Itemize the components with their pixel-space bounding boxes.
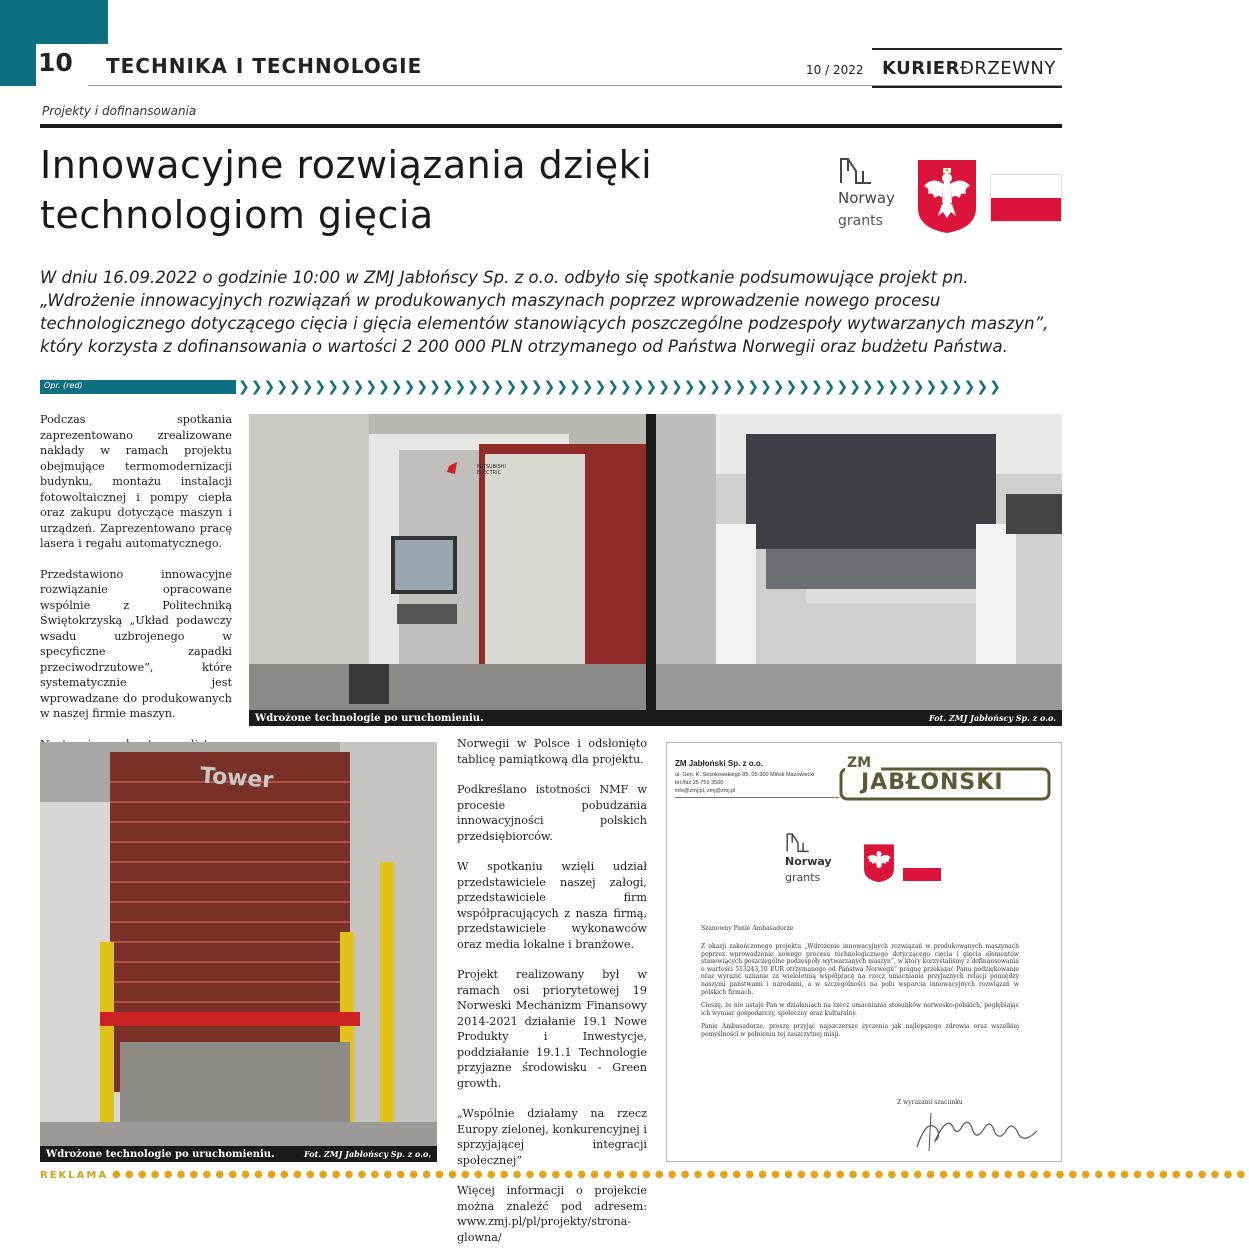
photo-caption: Wdrożone technologie po uruchomieniu. — [255, 713, 484, 724]
letter-flag — [903, 855, 941, 881]
masthead-rest: RZEWNY — [974, 58, 1056, 79]
issue-number: 10 / 2022 — [806, 63, 864, 77]
letter-paragraph: Panie Ambasadorze, proszę przyjąć najszczersze życzenia jak najlepszego zdrowia oraz wszelkiej pomyślności w pełnieniu tej zaszczytnej misji. — [701, 1023, 1019, 1038]
paragraph: Podkreślano istotności NMF w procesie pobudzania innowacyjności polskich przedsiębiorców. — [457, 783, 647, 843]
address-line: ul. Gen. K. Sosnkowskiego 85, 05-300 Mińsk Mazowiecki — [675, 772, 815, 778]
letter-paragraph: Cieszę, że nie ustaje Pan w działaniach na rzecz umacniania stosunków norwesko-polskich, pogłębiając ich wymiar gospodarczy, społeczny oraz kulturalny. — [701, 1002, 1019, 1017]
norway-label: Norway — [838, 189, 895, 207]
letter-greeting: Szanowny Panie Ambasadorze — [701, 925, 794, 932]
masthead-rule-top — [872, 48, 1062, 50]
paragraph: W spotkaniu wzięli udział przedstawiciele naszej załogi, przedstawiciele firm współpracujących z nasza firmą, przedstawiciele wykonawców oraz media lokalne i branżowe. — [457, 860, 647, 951]
kicker: Projekty i dofinansowania — [42, 104, 197, 118]
laser-machine-photo — [249, 414, 646, 710]
norway-grants-icon — [838, 155, 874, 185]
grants-label: grants — [838, 213, 883, 229]
address-line: info@zmj.pl, zmj@zmj.pl — [675, 788, 736, 794]
laser-brand-label: MITSUBISHI ELECTRIC — [477, 464, 506, 476]
paragraph: Projekt realizowany był w ramach osi priorytetowej 19 Norweski Mechanizm Finansowy 2014-2021 działanie 19.1 Nowe Produkty i Inwestycje, poddziałanie 19.1.1 Technologie przyjazne środowisku - Green growth. — [457, 968, 647, 1090]
thank-you-letter — [666, 742, 1062, 1162]
grants-label: grants — [785, 871, 821, 884]
text-column-1 — [40, 412, 232, 798]
chevron-divider: ❯❯❯❯❯❯❯❯❯❯❯❯❯❯❯❯❯❯❯❯❯❯❯❯❯❯❯❯❯❯❯❯❯❯❯❯❯❯❯❯❯❯❯❯❯❯❯❯❯❯❯❯❯❯❯❯❯❯❯❯ — [238, 379, 1002, 395]
letter-paragraph: Z okazji zakończonego projektu „Wdrożenie innowacyjnych rozwiązań w produkowanych maszynach poprzez wprowadzenie nowego procesu technologicznego dotyczącego cięcia i gięcia elementów stanowiących poszczególne podzespoły wytwarzanych maszyn”, w który korzystaliśmy z dofinansowania o wartości 513243,10 EUR otrzymanego od Państwa Norwegii” pragnę przekazać Panu podziękowanie oraz wyrazić uznanie za wieloletnią współpracę na rzecz umacniania przyjaznych relacji pomiędzy naszymi państwami i narodami, a w szczególności na polu wsparcia innowacyjnych rozwiązań w polskich firmach. — [701, 943, 1019, 996]
letter-address — [675, 771, 845, 795]
tower-label: Tower — [199, 763, 275, 794]
photo-credit: Fot. ZMJ Jabłońscy Sp. z o.o. — [929, 713, 1056, 723]
author: Opr. (red) — [44, 381, 83, 390]
lead-paragraph: W dniu 16.09.2022 o godzinie 10:00 w ZMJ Jabłońscy Sp. z o.o. odbyło się spotkanie podsumowujące projekt pn. „Wdrożenie innowacyjnych rozwiązań w produkowanych maszynach poprzez wprowadzenie nowego procesu technologicznego dotyczącego cięcia i gięcia elementów stanowiących poszczególne podzespoły wytwarzanych maszyn”, który korzysta z dofinansowania o wartości 2 200 000 PLN otrzymanego od Państwa Norwegii oraz budżetu Państwa. — [40, 268, 1049, 356]
press-brake-photo — [656, 414, 1062, 710]
section-title: TECHNIKA I TECHNOLOGIE — [106, 54, 423, 78]
signature-icon — [907, 1107, 1047, 1153]
masthead-rule-bottom — [872, 86, 1062, 88]
masthead-logo[interactable] — [882, 58, 1056, 79]
paragraph: Więcej informacji o projekcie można znaleźć pod adresem: www.zmj.pl/pl/projekty/strona-glowna/ — [457, 1184, 647, 1244]
address-line: tel./fax 25 759 3500 — [675, 780, 724, 786]
logo-big-text: JABŁOŃSKI — [861, 770, 1004, 795]
eagle-icon — [863, 843, 895, 883]
eagle-icon — [916, 158, 978, 234]
masthead-mark: Đ — [959, 58, 975, 79]
paragraph: Przedstawiono innowacyjne rozwiązanie opracowane wspólnie z Politechniką Świętokrzyską „Układ podawczy wsadu uzbrojenego w specyficzne zapadki przeciwodrzutowe”, które systematycznie jest wprowadzane do produkowanych w naszej firmie maszyn. — [40, 567, 232, 720]
letterhead-divider — [675, 797, 839, 798]
photo-caption: Wdrożone technologie po uruchomieniu. — [46, 1149, 275, 1160]
page-number: 10 — [38, 48, 73, 77]
letter-regards: Z wyrazami szacunku — [897, 1099, 963, 1106]
polish-emblem — [916, 158, 978, 234]
letter-emblem — [863, 843, 895, 883]
storage-tower-photo — [40, 742, 437, 1162]
norway-label: Norway — [785, 855, 832, 868]
top-photo-panel — [249, 414, 1062, 726]
title-rule — [40, 124, 1062, 128]
polish-flag — [990, 174, 1062, 222]
norway-grants-logo — [836, 155, 896, 235]
dotted-divider: ●●●●●●●●●●●●●●●●●●●●●●●●●●●●●●●●●●●●●●●●●●●●●●●●●●●●●●●●●●●●●●●●●●●●●●●●●●●●●●●●●●●●●●●● — [112, 1169, 1249, 1180]
headline-line-2: technologiom gięcia — [40, 193, 434, 237]
advert-label: REKLAMA — [40, 1170, 109, 1181]
logo-small-text: ZM — [847, 755, 872, 771]
photo-credit: Fot. ZMJ Jabłońscy Sp. z o.o. — [304, 1149, 431, 1159]
letter-company: ZM Jabłoński Sp. z o.o. — [675, 759, 764, 768]
norway-grants-icon — [785, 831, 811, 853]
headline — [40, 140, 820, 240]
paragraph: Podczas spotkania zaprezentowano zrealizowane nakłady w ramach projektu obejmujące termomodernizacji budynku, montażu instalacji fotowoltaicznej i pompy ciepła oraz zakupu dotyczące maszyn i urządzeń. Zaprezentowano pracę lasera i regału automatycznego. — [40, 413, 232, 550]
letter-body — [701, 943, 1019, 1045]
zm-jablonski-logo — [839, 755, 1051, 803]
headline-line-1: Innowacyjne rozwiązania dzięki — [40, 143, 653, 187]
paragraph: Norwegii w Polsce i odsłonięto tablicę pamiątkową dla projektu. — [457, 737, 647, 766]
masthead-bold: KURIER — [882, 58, 960, 79]
tower-photo-panel — [40, 742, 437, 1162]
paragraph: „Wspólnie działamy na rzecz Europy zielonej, konkurencyjnej i sprzyjającej integracji społecznej” — [457, 1107, 647, 1167]
